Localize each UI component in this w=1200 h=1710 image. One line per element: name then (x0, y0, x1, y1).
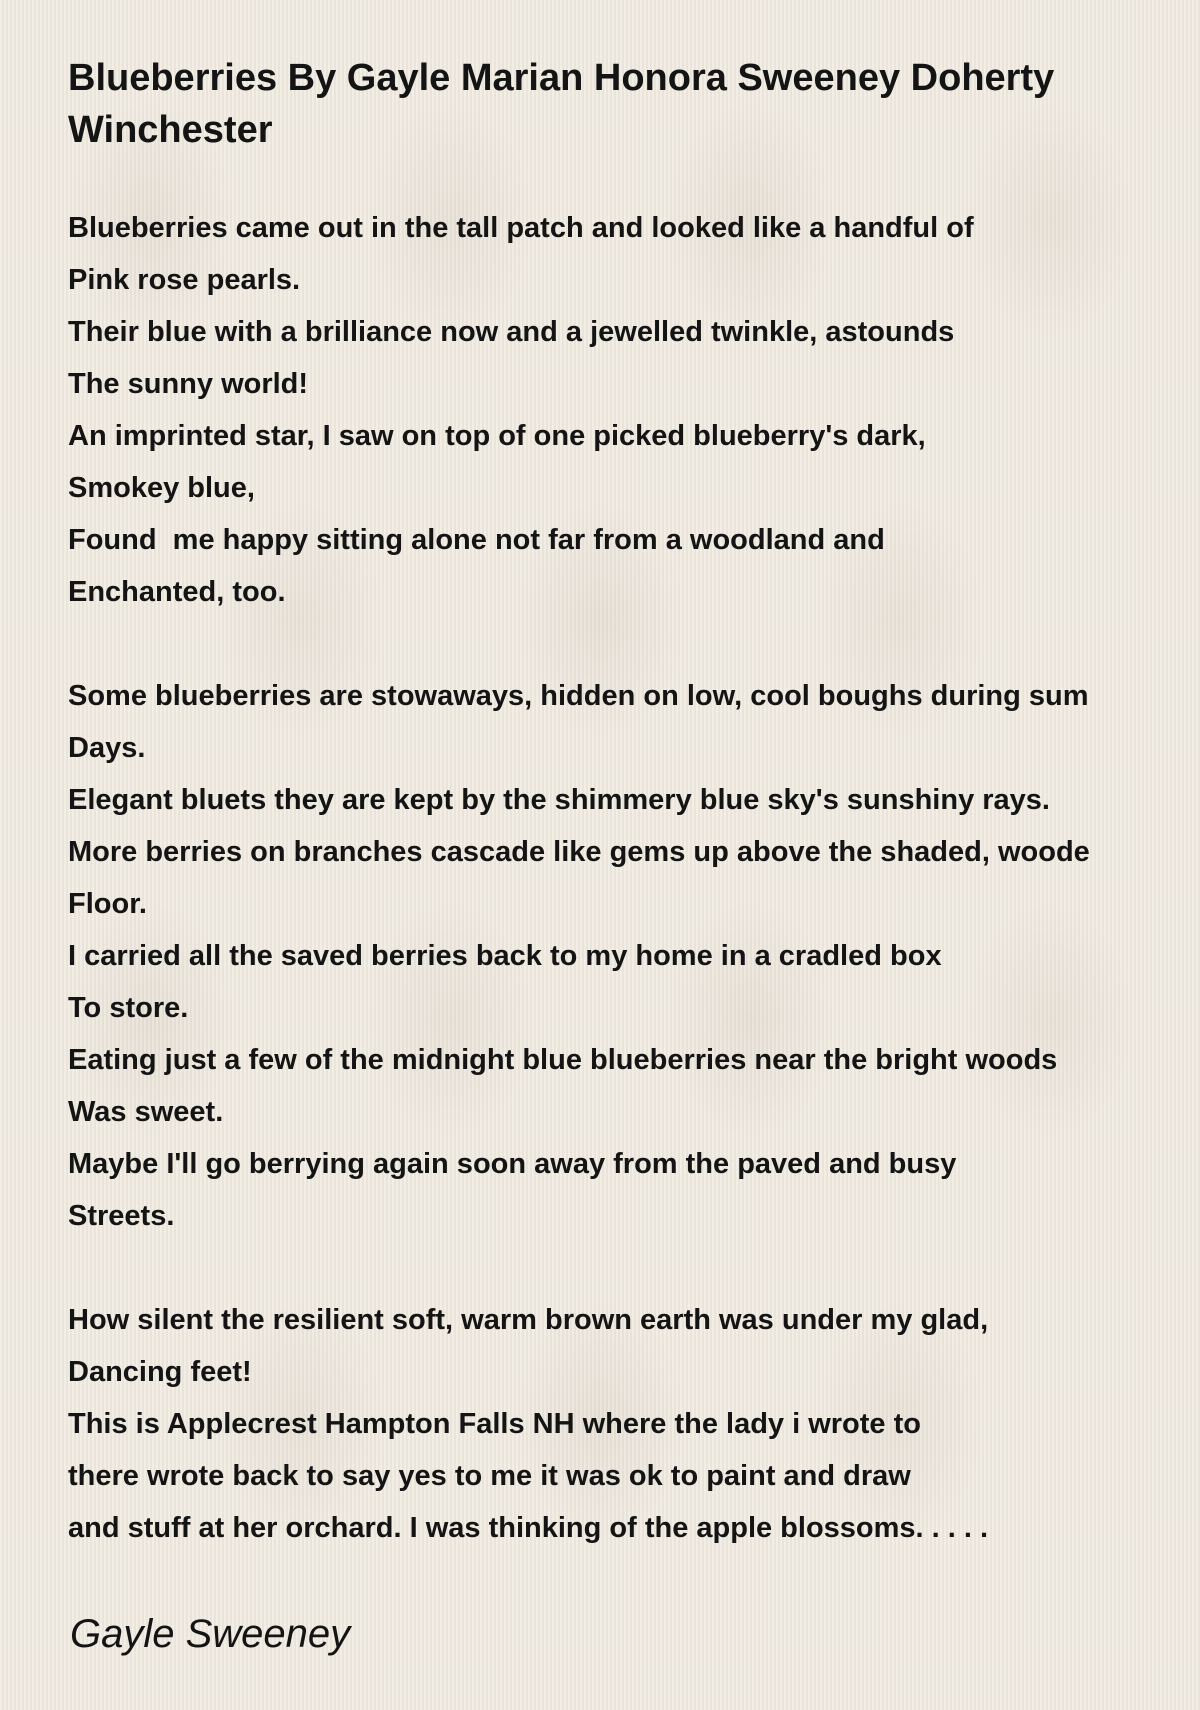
poem-line: and stuff at her orchard. I was thinking of the apple blossoms. . . . . (68, 1512, 989, 1544)
poem-line: Maybe I'll go berrying again soon away from the paved and busy (68, 1148, 957, 1180)
poem-line: there wrote back to say yes to me it was ok to paint and draw (68, 1460, 911, 1492)
poem-line: Elegant bluets they are kept by the shimmery blue sky's sunshiny rays. (68, 784, 1050, 816)
poem-stanza (68, 202, 1200, 618)
poem-line: I carried all the saved berries back to my home in a cradled box (68, 940, 942, 972)
poem-body (68, 202, 1200, 1606)
poem-line: Was sweet. (68, 1096, 224, 1128)
poem-line: Pink rose pearls. (68, 264, 301, 296)
poem-line: Floor. (68, 888, 147, 920)
poem-line: Smokey blue, (68, 472, 255, 504)
poem-stanza (68, 1294, 1200, 1554)
poem-title: Blueberries By Gayle Marian Honora Sweeney Doherty Winchester (68, 57, 1055, 151)
poem-line: Some blueberries are stowaways, hidden on low, cool boughs during sum (68, 680, 1089, 712)
poem-line: This is Applecrest Hampton Falls NH where the lady i wrote to (68, 1408, 921, 1440)
poem-line: The sunny world! (68, 368, 309, 400)
poem-line: More berries on branches cascade like gems up above the shaded, woode (68, 836, 1090, 868)
poem-line: Blueberries came out in the tall patch and looked like a handful of (68, 212, 974, 244)
poem-line: Eating just a few of the midnight blue blueberries near the bright woods (68, 1044, 1058, 1076)
poem-line: Days. (68, 732, 146, 764)
poem-line: Streets. (68, 1200, 175, 1232)
poem-line: How silent the resilient soft, warm brown earth was under my glad, (68, 1304, 989, 1336)
poem-line: Enchanted, too. (68, 576, 286, 608)
poem-line: Dancing feet! (68, 1356, 252, 1388)
poem-line: To store. (68, 992, 189, 1024)
poem-stanza (68, 670, 1200, 1242)
poem-line: Their blue with a brilliance now and a jewelled twinkle, astounds (68, 316, 955, 348)
poem-line: An imprinted star, I saw on top of one picked blueberry's dark, (68, 420, 926, 452)
author-signature: Gayle Sweeney (70, 1612, 351, 1656)
poem-line: Found me happy sitting alone not far from a woodland and (68, 524, 885, 556)
